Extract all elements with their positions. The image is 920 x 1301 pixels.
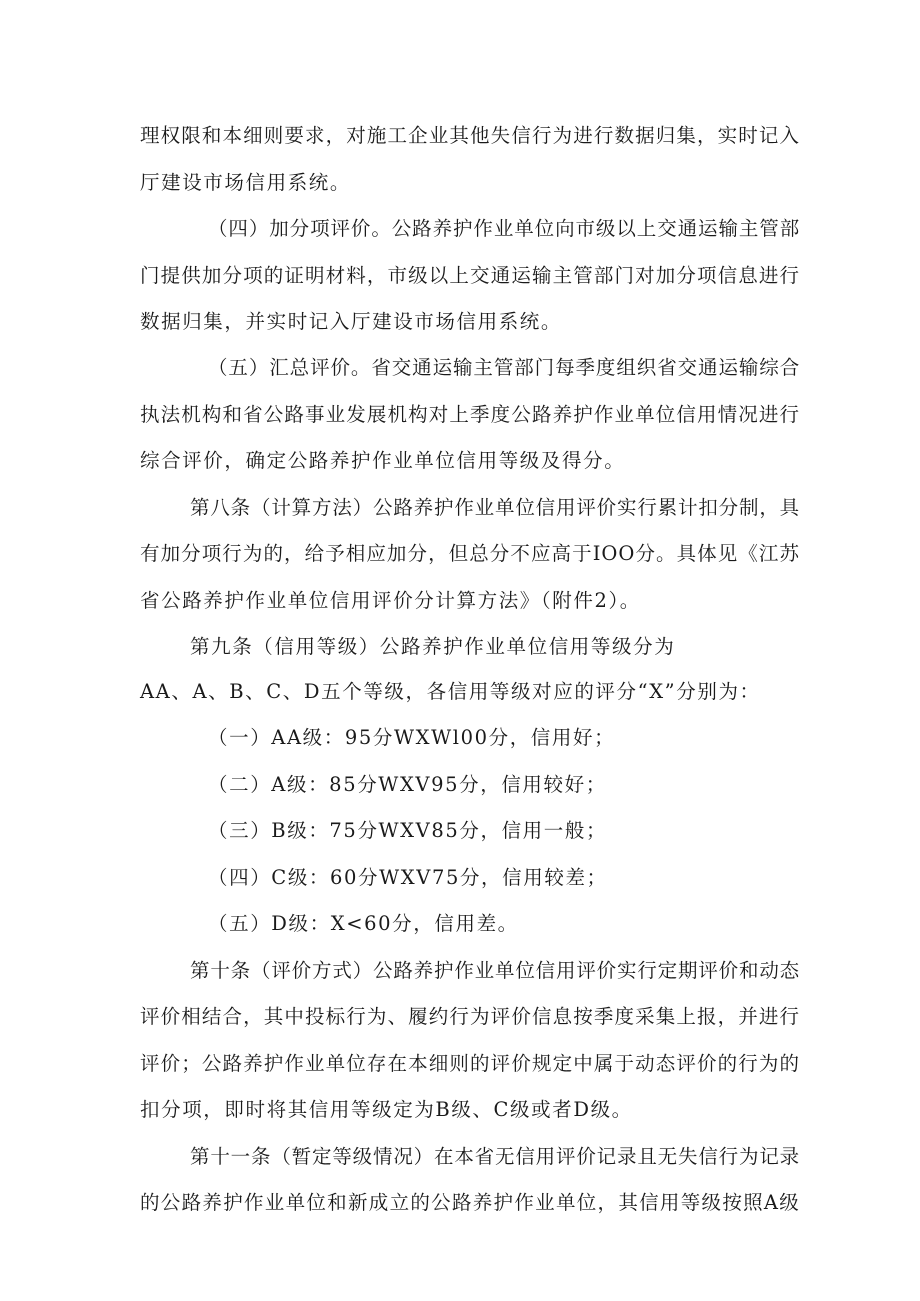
text-line: （四）加分项评价。公路养护作业单位向市级以上交通运输主管部	[208, 217, 800, 240]
text-line: （五）汇总评价。省交通运输主管部门每季度组织省交通运输综合	[208, 356, 800, 379]
text-line: 省公路养护作业单位信用评价分计算方法》（附件2）。	[140, 589, 641, 612]
text-line: 厅建设市场信用系统。	[140, 171, 352, 194]
text-line: 有加分项行为的，给予相应加分，但总分不应高于IOO分。具体见《江苏	[140, 542, 800, 565]
text-line: 第十条（评价方式）公路养护作业单位信用评价实行定期评价和动态	[190, 959, 800, 982]
text-line: 评价；公路养护作业单位存在本细则的评价规定中属于动态评价的行为的	[140, 1052, 800, 1075]
grade-item: （二）A级：85分WXV95分，信用较好；	[208, 773, 607, 796]
text-line: 评价相结合，其中投标行为、履约行为评价信息按季度采集上报，并进行	[140, 1005, 800, 1028]
text-line: AA、A、B、C、D五个等级，各信用等级对应的评分“X”分别为：	[140, 680, 761, 703]
text-line: 扣分项，即时将其信用等级定为B级、C级或者D级。	[140, 1098, 633, 1121]
text-line: 第十一条（暂定等级情况）在本省无信用评价记录且无失信行为记录	[190, 1145, 800, 1168]
grade-item: （四）C级：60分WXV75分，信用较差；	[208, 866, 608, 889]
text-line: 执法机构和省公路事业发展机构对上季度公路养护作业单位信用情况进行	[140, 403, 800, 426]
grade-item: （五）D级：X<60分，信用差。	[208, 912, 519, 935]
text-line: 数据归集，并实时记入厅建设市场信用系统。	[140, 310, 563, 333]
grade-item: （三）B级：75分WXV85分，信用一般；	[208, 819, 608, 842]
text-line: 门提供加分项的证明材料，市级以上交通运输主管部门对加分项信息进行	[140, 264, 800, 287]
text-line: 理权限和本细则要求，对施工企业其他失信行为进行数据归集，实时记入	[140, 124, 800, 147]
grade-item: （一）AA级：95分WXWl00分，信用好；	[208, 726, 616, 749]
text-line: 的公路养护作业单位和新成立的公路养护作业单位，其信用等级按照A级	[140, 1191, 800, 1214]
text-line: 第八条（计算方法）公路养护作业单位信用评价实行累计扣分制，具	[190, 496, 800, 519]
text-line: 综合评价，确定公路养护作业单位信用等级及得分。	[140, 449, 626, 472]
text-line: 第九条（信用等级）公路养护作业单位信用等级分为	[190, 635, 676, 658]
